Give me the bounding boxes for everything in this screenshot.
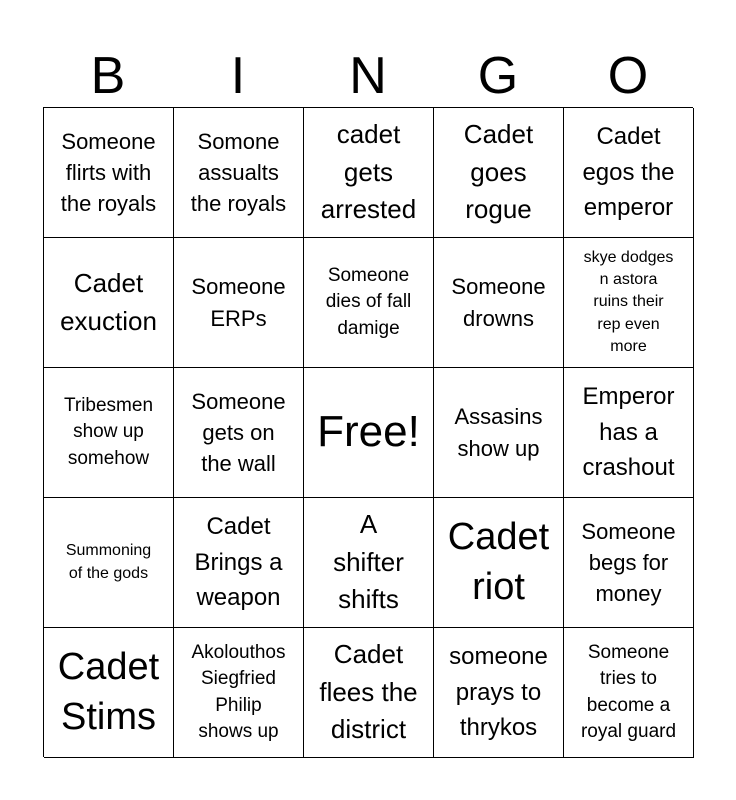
- bingo-cell-text: Summoning of the gods: [65, 542, 152, 582]
- free-space-text: Free!: [317, 407, 420, 457]
- bingo-cell[interactable]: [174, 108, 304, 238]
- bingo-cell[interactable]: [434, 498, 564, 628]
- bingo-header: [43, 44, 693, 108]
- bingo-cell[interactable]: [304, 628, 434, 758]
- bingo-cell-text: Emperor has a crashout: [582, 383, 675, 482]
- bingo-cell-text: Someone drowns: [451, 274, 546, 331]
- bingo-cell-text: Someone begs for money: [581, 518, 676, 607]
- header-letter-i: I: [230, 47, 246, 105]
- bingo-cell[interactable]: [304, 498, 434, 628]
- bingo-cell[interactable]: [174, 628, 304, 758]
- bingo-cell-text: Cadet egos the emperor: [582, 123, 675, 222]
- bingo-card-grid: [43, 107, 693, 757]
- bingo-cell-text: Cadet exuction: [60, 267, 157, 336]
- bingo-cell[interactable]: [304, 238, 434, 368]
- bingo-cell-text: Someone tries to become a royal guard: [580, 642, 677, 742]
- bingo-cell[interactable]: [434, 238, 564, 368]
- bingo-cell-text: Someone gets on the wall: [191, 388, 286, 477]
- bingo-cell-text: cadet gets arrested: [320, 118, 417, 225]
- bingo-cell[interactable]: [44, 498, 174, 628]
- bingo-cell[interactable]: [174, 238, 304, 368]
- bingo-cell[interactable]: [44, 108, 174, 238]
- bingo-cell-text: Somone assualts the royals: [190, 128, 287, 217]
- bingo-cell-text: someone prays to thrykos: [449, 643, 548, 742]
- bingo-cell[interactable]: [434, 628, 564, 758]
- bingo-cell[interactable]: [44, 368, 174, 498]
- bingo-cell[interactable]: [304, 108, 434, 238]
- bingo-cell[interactable]: [174, 368, 304, 498]
- bingo-cell[interactable]: [564, 628, 694, 758]
- bingo-cell-text: A shifter shifts: [333, 508, 404, 615]
- bingo-cell-text: Someone flirts with the royals: [60, 128, 157, 217]
- bingo-cell[interactable]: [434, 108, 564, 238]
- bingo-cell-text: skye dodges n astora ruins their rep even more: [583, 249, 674, 355]
- bingo-cell[interactable]: [44, 238, 174, 368]
- header-letter-b: B: [90, 47, 126, 105]
- bingo-cell[interactable]: [174, 498, 304, 628]
- bingo-cell[interactable]: [564, 368, 694, 498]
- bingo-cell-text: Assasins show up: [454, 404, 543, 461]
- header-letter-g: G: [477, 47, 519, 105]
- header-letter-o: O: [607, 47, 649, 105]
- bingo-cell-text: Cadet Stims: [57, 646, 160, 738]
- bingo-cell-text: Cadet goes rogue: [463, 118, 534, 225]
- bingo-cell-text: Someone ERPs: [191, 274, 286, 331]
- bingo-cell-text: Cadet Brings a weapon: [194, 513, 283, 612]
- bingo-cell-text: Someone dies of fall damige: [325, 265, 412, 339]
- bingo-cell[interactable]: [434, 368, 564, 498]
- bingo-cell[interactable]: [44, 628, 174, 758]
- bingo-cell[interactable]: [564, 498, 694, 628]
- bingo-cell[interactable]: [564, 108, 694, 238]
- bingo-cell-text: Cadet riot: [447, 516, 550, 608]
- free-space-cell[interactable]: [304, 368, 434, 498]
- bingo-cell[interactable]: [564, 238, 694, 368]
- header-letter-n: N: [349, 47, 387, 105]
- bingo-cell-text: Cadet flees the district: [319, 638, 418, 745]
- bingo-cell-text: Akolouthos Siegfried Philip shows up: [191, 642, 286, 742]
- bingo-cell-text: Tribesmen show up somehow: [63, 395, 154, 469]
